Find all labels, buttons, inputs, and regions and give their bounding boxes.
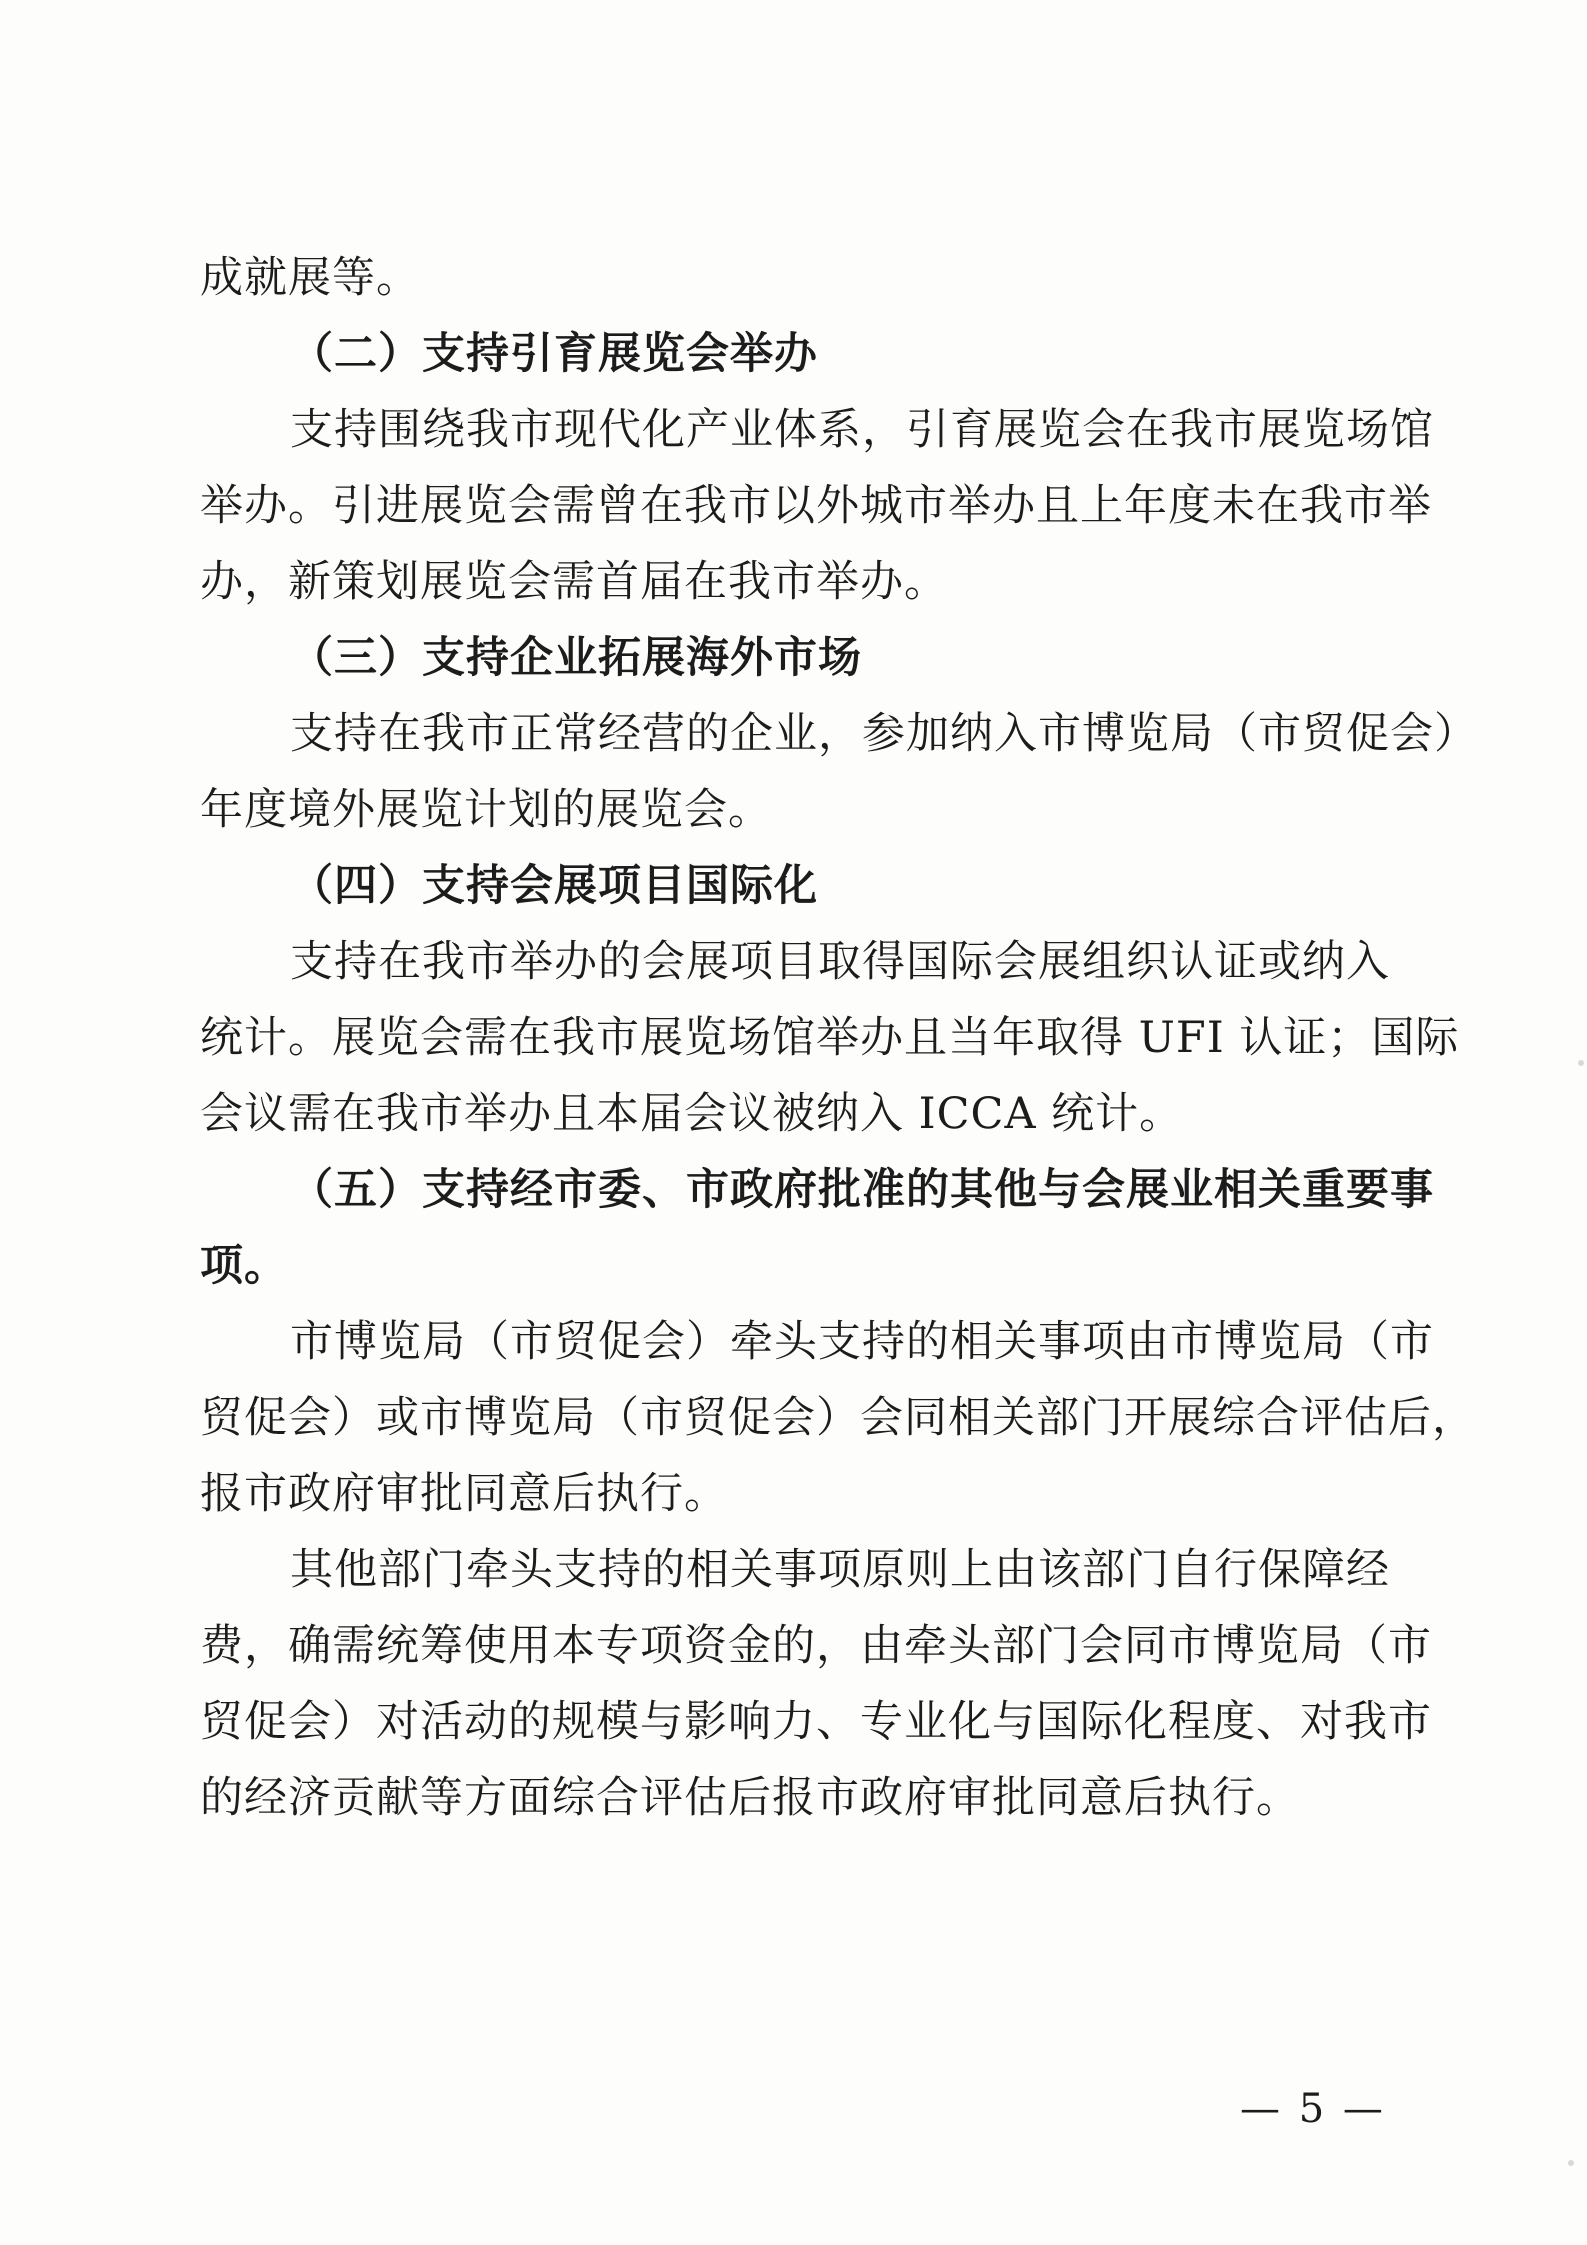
body-line: 的经济贡献等方面综合评估后报市政府审批同意后执行。 <box>200 1773 1300 1823</box>
body-line: 支持围绕我市现代化产业体系，引育展览会在我市展览场馆 <box>290 405 1434 455</box>
body-line: 其他部门牵头支持的相关事项原则上由该部门自行保障经 <box>290 1545 1390 1595</box>
section-heading-5: （五）支持经市委、市政府批准的其他与会展业相关重要事 <box>290 1165 1434 1215</box>
body-line: 会议需在我市举办且本届会议被纳入 ICCA 统计。 <box>200 1089 1184 1139</box>
body-line: 贸促会）对活动的规模与影响力、专业化与国际化程度、对我市 <box>200 1697 1432 1747</box>
body-line: 办，新策划展览会需首届在我市举办。 <box>200 557 948 607</box>
body-line: 支持在我市举办的会展项目取得国际会展组织认证或纳入 <box>290 937 1390 987</box>
section-heading-4: （四）支持会展项目国际化 <box>290 861 818 911</box>
scan-speck <box>1568 2160 1574 2166</box>
section-heading-5-cont: 项。 <box>200 1241 288 1291</box>
page-number: — 5 — <box>1240 2086 1386 2132</box>
body-line: 成就展等。 <box>200 253 420 303</box>
section-heading-3: （三）支持企业拓展海外市场 <box>290 633 862 683</box>
body-line: 报市政府审批同意后执行。 <box>200 1469 728 1519</box>
body-line: 贸促会）或市博览局（市贸促会）会同相关部门开展综合评估后， <box>200 1393 1476 1443</box>
body-line: 统计。展览会需在我市展览场馆举办且当年取得 UFI 认证；国际 <box>200 1013 1460 1063</box>
body-line: 费，确需统筹使用本专项资金的，由牵头部门会同市博览局（市 <box>200 1621 1432 1671</box>
body-line: 年度境外展览计划的展览会。 <box>200 785 772 835</box>
body-line: 市博览局（市贸促会）牵头支持的相关事项由市博览局（市 <box>290 1317 1434 1367</box>
section-heading-2: （二）支持引育展览会举办 <box>290 329 818 379</box>
body-line: 举办。引进展览会需曾在我市以外城市举办且上年度未在我市举 <box>200 481 1432 531</box>
scan-speck <box>1578 1060 1584 1066</box>
body-line: 支持在我市正常经营的企业，参加纳入市博览局（市贸促会） <box>290 709 1478 759</box>
